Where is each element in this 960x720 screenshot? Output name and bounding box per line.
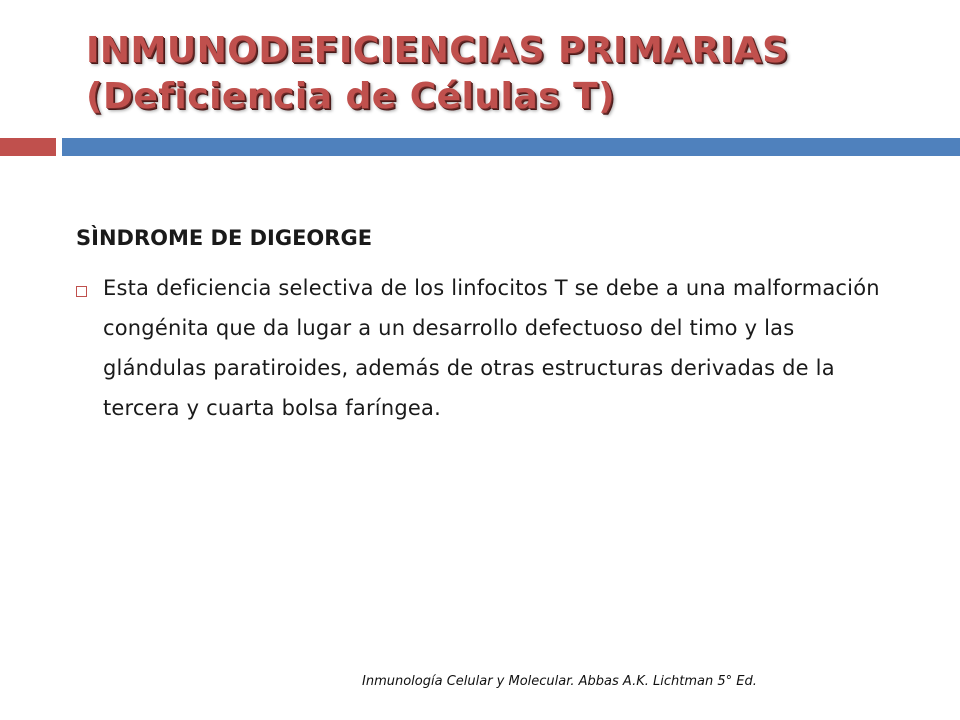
section-heading: SÌNDROME DE DIGEORGE (76, 226, 373, 250)
hollow-square-bullet-icon (76, 286, 87, 297)
accent-bar-red (0, 138, 56, 156)
bullet-text: Esta deficiencia selectiva de los linfocitos T se debe a una malformación congénita que da lugar a un desarrollo defectuoso del timo y las glándulas paratiroides, además de otras estructuras derivadas de la tercera y cuarta bolsa faríngea. (103, 276, 880, 420)
title-line-1: INMUNODEFICIENCIAS PRIMARIAS (86, 30, 789, 71)
bullet-item (76, 276, 896, 428)
source-citation: Inmunología Celular y Molecular. Abbas A.K. Lichtman 5° Ed. (362, 674, 757, 689)
accent-bar-blue (62, 138, 960, 156)
slide-title (86, 28, 946, 120)
title-line-2: (Deficiencia de Células T) (86, 76, 616, 117)
